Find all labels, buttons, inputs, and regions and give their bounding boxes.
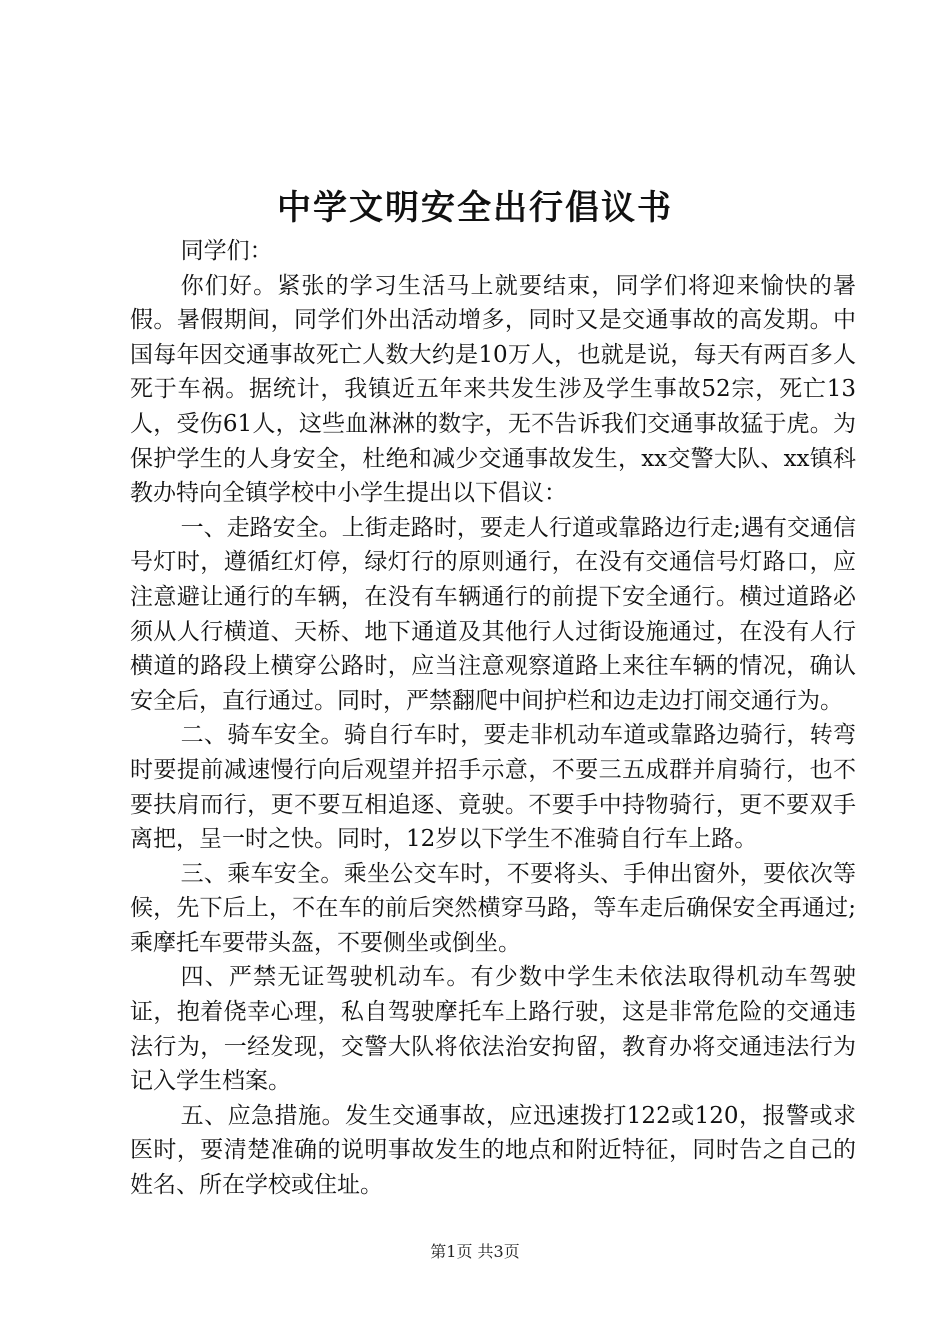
- paragraph-walking-safety: 一、走路安全。上街走路时，要走人行道或靠路边行走;遇有交通信号灯时，遵循红灯停，绿灯行的原则通行，在没有交通信号灯路口，应注意避让通行的车辆，在没有车辆通行的前提下安全通行。横过道路必须从人行横道、天桥、地下通道及其他行人过街设施通过，在没有人行横道的路段上横穿公路时，应当注意观察道路上来往车辆的情况，确认安全后，直行通过。同时，严禁翻爬中间护栏和边走边打闹交通行为。: [130, 514, 856, 714]
- document-title: 中学文明安全出行倡议书: [277, 188, 673, 228]
- paragraph-riding-safety: 三、乘车安全。乘坐公交车时，不要将头、手伸出窗外，要依次等候，先下后上，不在车的前后突然横穿马路，等车走后确保安全再通过;乘摩托车要带头盔，不要侧坐或倒坐。: [130, 860, 856, 956]
- paragraph-no-unlicensed-driving: 四、严禁无证驾驶机动车。有少数中学生未依法取得机动车驾驶证，抱着侥幸心理，私自驾驶摩托车上路行驶，这是非常危险的交通违法行为，一经发现，交警大队将依法治安拘留，教育办将交通违法行为记入学生档案。: [130, 964, 856, 1095]
- paragraph-cycling-safety: 二、骑车安全。骑自行车时，要走非机动车道或靠路边骑行，转弯时要提前减速慢行向后观望并招手示意，不要三五成群并肩骑行，也不要扶肩而行，更不要互相追逐、竟驶。不要手中持物骑行，更不要双手离把，呈一时之快。同时，12岁以下学生不准骑自行车上路。: [130, 722, 856, 853]
- paragraph-intro: 你们好。紧张的学习生活马上就要结束，同学们将迎来愉快的暑假。暑假期间，同学们外出活动增多，同时又是交通事故的高发期。中国每年因交通事故死亡人数大约是10万人，也就是说，每天有两百多人死于车祸。据统计，我镇近五年来共发生涉及学生事故52宗，死亡13人，受伤61人，这些血淋淋的数字，无不告诉我们交通事故猛于虎。为保护学生的人身安全，杜绝和减少交通事故发生，xx交警大队、xx镇科教办特向全镇学校中小学生提出以下倡议：: [130, 272, 856, 507]
- salutation: 同学们：: [180, 238, 273, 264]
- page-number-footer: 第1页 共3页: [430, 1242, 520, 1261]
- paragraph-emergency-measures: 五、应急措施。发生交通事故，应迅速拨打122或120，报警或求医时，要清楚准确的说明事故发生的地点和附近特征，同时告之自己的姓名、所在学校或住址。: [130, 1102, 856, 1199]
- document-body: [130, 234, 856, 1203]
